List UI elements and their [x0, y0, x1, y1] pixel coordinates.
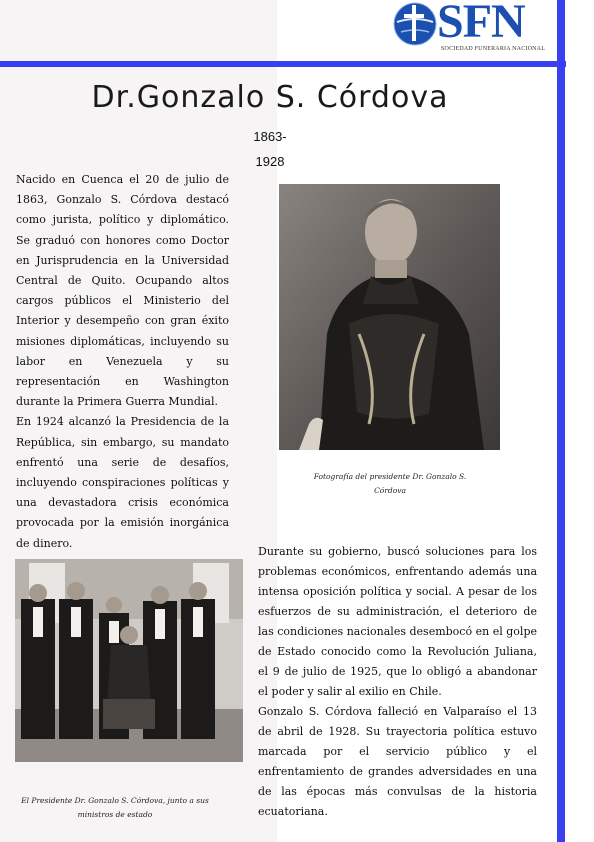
- bio-paragraph: En 1924 alcanzó la Presidencia de la República, sin embargo, su mandato enfrentó una serie de desafíos, incluyendo conspiraciones políticas y una devastadora crisis económica provocada por la emisión inorgánica de dinero.: [16, 415, 229, 550]
- logo-subtitle: SOCIEDAD FUNERARIA NACIONAL: [441, 46, 546, 52]
- logo-brand: SFN: [437, 0, 525, 48]
- portrait-caption: Fotografía del presidente Dr. Gonzalo S. Córdova: [313, 472, 467, 495]
- birth-year: 1863-: [253, 129, 287, 144]
- biography-right: [258, 542, 537, 822]
- death-year: 1928: [255, 154, 285, 169]
- bio-paragraph: Gonzalo S. Córdova falleció en Valparaíso el 13 de abril de 1928. Su trayectoria política estuvo marcada por el servicio público y el enfrentamiento de grandes adversidades en una de las épocas más convulsas de la historia ecuatoriana.: [258, 705, 537, 818]
- bio-paragraph: Durante su gobierno, buscó soluciones para los problemas económicos, enfrentando además una intensa oposición política y social. A pesar de los esfuerzos de su administración, el deterioro de las condiciones nacionales desembocó en el golpe de Estado conocido como la Revolución Juliana, el 9 de julio de 1925, que lo obligó a abandonar el poder y salir al exilio en Chile.: [258, 545, 537, 698]
- side-rule: [557, 0, 565, 842]
- sfn-logo: [393, 2, 553, 56]
- header-rule: [0, 61, 566, 67]
- globe-icon: [393, 2, 437, 46]
- bio-paragraph: Nacido en Cuenca el 20 de julio de 1863, Gonzalo S. Córdova destacó como jurista, político y diplomático. Se graduó con honores como Doctor en Jurisprudencia en la Universidad Central de Quito. Ocupando altos cargos públicos el Ministerio del Interior y desempeño con gran éxito misiones diplomáticas, incluyendo su labor en Venezuela y su representación en Washington durante la Primera Guerra Mundial.: [16, 173, 229, 409]
- page-title: Dr.Gonzalo S. Córdova: [91, 80, 449, 115]
- life-years: [240, 124, 300, 174]
- group-photo: [15, 559, 243, 762]
- portrait-photo: [279, 184, 500, 450]
- biography-left: [16, 170, 229, 554]
- group-caption: El Presidente Dr. Gonzalo S. Córdova, junto a sus ministros de estado: [21, 796, 209, 819]
